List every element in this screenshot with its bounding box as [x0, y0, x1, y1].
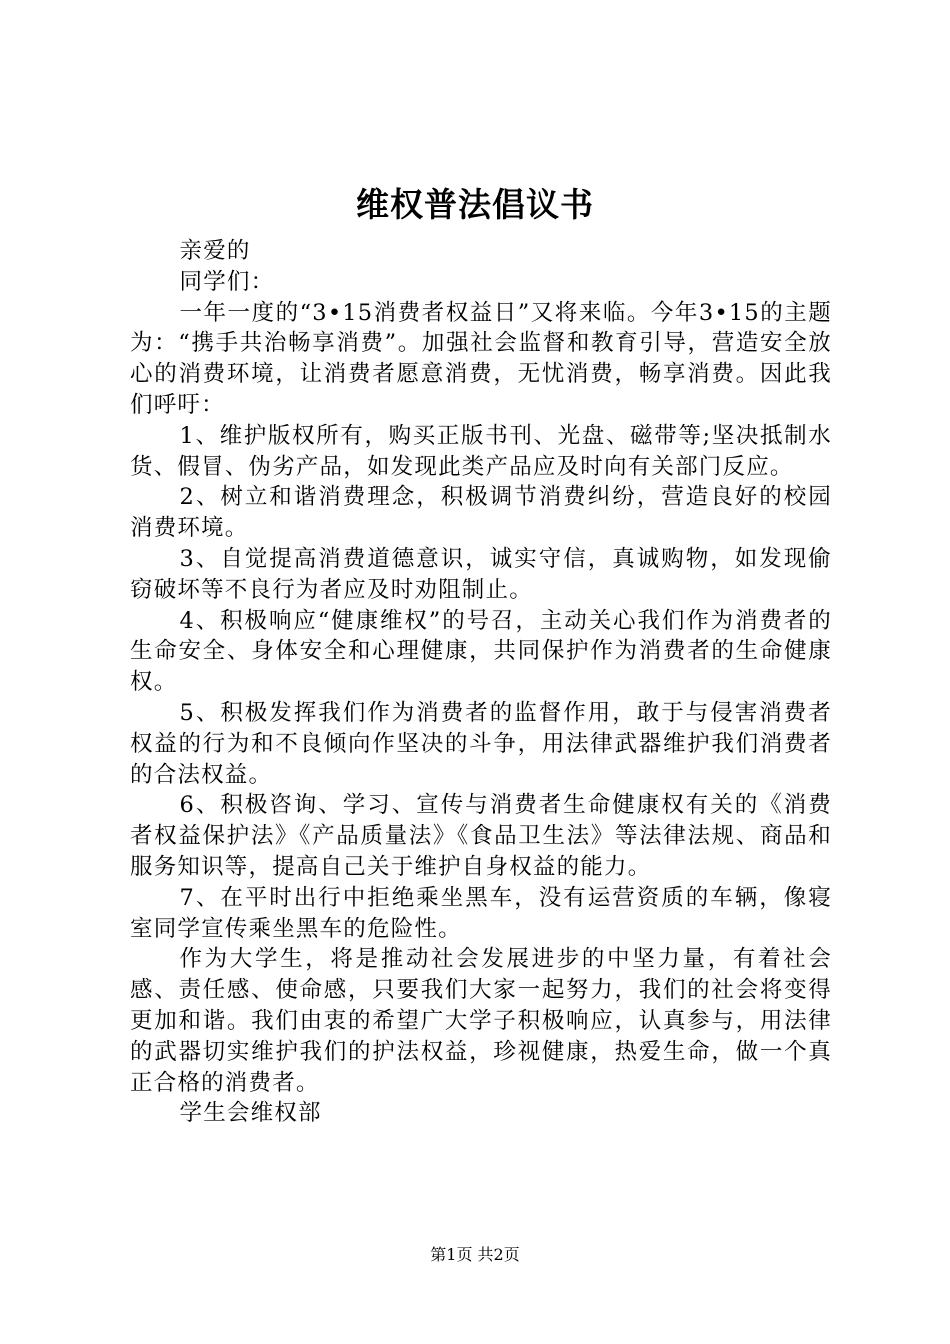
- salutation-line-2: 同学们：: [179, 268, 275, 295]
- item-paragraph-3: 3、自觉提高消费道德意识，诚实守信，真诚购物，如发现偷窃破坏等不良行为者应及时劝阻制止。: [130, 545, 832, 603]
- closing-paragraph: 作为大学生，将是推动社会发展进步的中坚力量，有着社会感、责任感、使命感，只要我们大家一起努力，我们的社会将变得更加和谐。我们由衷的希望广大学子积极响应，认真参与，用法律的武器切实维护我们的护法权益，珍视健康，热爱生命，做一个真正合格的消费者。: [130, 946, 832, 1096]
- document-title: 维权普法倡议书: [356, 185, 594, 224]
- item-paragraph-6: 6、积极咨询、学习、宣传与消费者生命健康权有关的《消费者权益保护法》《产品质量法》《食品卫生法》等法律法规、商品和服务知识等，提高自己关于维护自身权益的能力。: [130, 792, 832, 880]
- item-paragraph-5: 5、积极发挥我们作为消费者的监督作用，敢于与侵害消费者权益的行为和不良倾向作坚决的斗争，用法律武器维护我们消费者的合法权益。: [130, 699, 832, 788]
- intro-paragraph: 一年一度的“3•15消费者权益日”又将来临。今年3•15的主题为：“携手共治畅享消费”。加强社会监督和教育引导，营造安全放心的消费环境，让消费者愿意消费，无忧消费，畅享消费。因此我们呼吁：: [130, 299, 832, 418]
- signature-line: 学生会维权部: [179, 1100, 322, 1127]
- item-paragraph-7: 7、在平时出行中拒绝乘坐黑车，没有运营资质的车辆，像寝室同学宣传乘坐黑车的危险性。: [130, 884, 832, 942]
- salutation-line-1: 亲爱的: [179, 238, 251, 264]
- document-body: [130, 236, 832, 1129]
- item-paragraph-2: 2、树立和谐消费理念，积极调节消费纠纷，营造良好的校园消费环境。: [130, 484, 832, 542]
- item-paragraph-4: 4、积极响应“健康维权”的号召，主动关心我们作为消费者的生命安全、身体安全和心理健康，共同保护作为消费者的生命健康权。: [130, 607, 832, 696]
- page-footer: 第1页 共2页: [430, 1245, 520, 1264]
- item-paragraph-1: 1、维护版权所有，购买正版书刊、光盘、磁带等;坚决抵制水货、假冒、伪劣产品，如发现此类产品应及时向有关部门反应。: [130, 422, 832, 480]
